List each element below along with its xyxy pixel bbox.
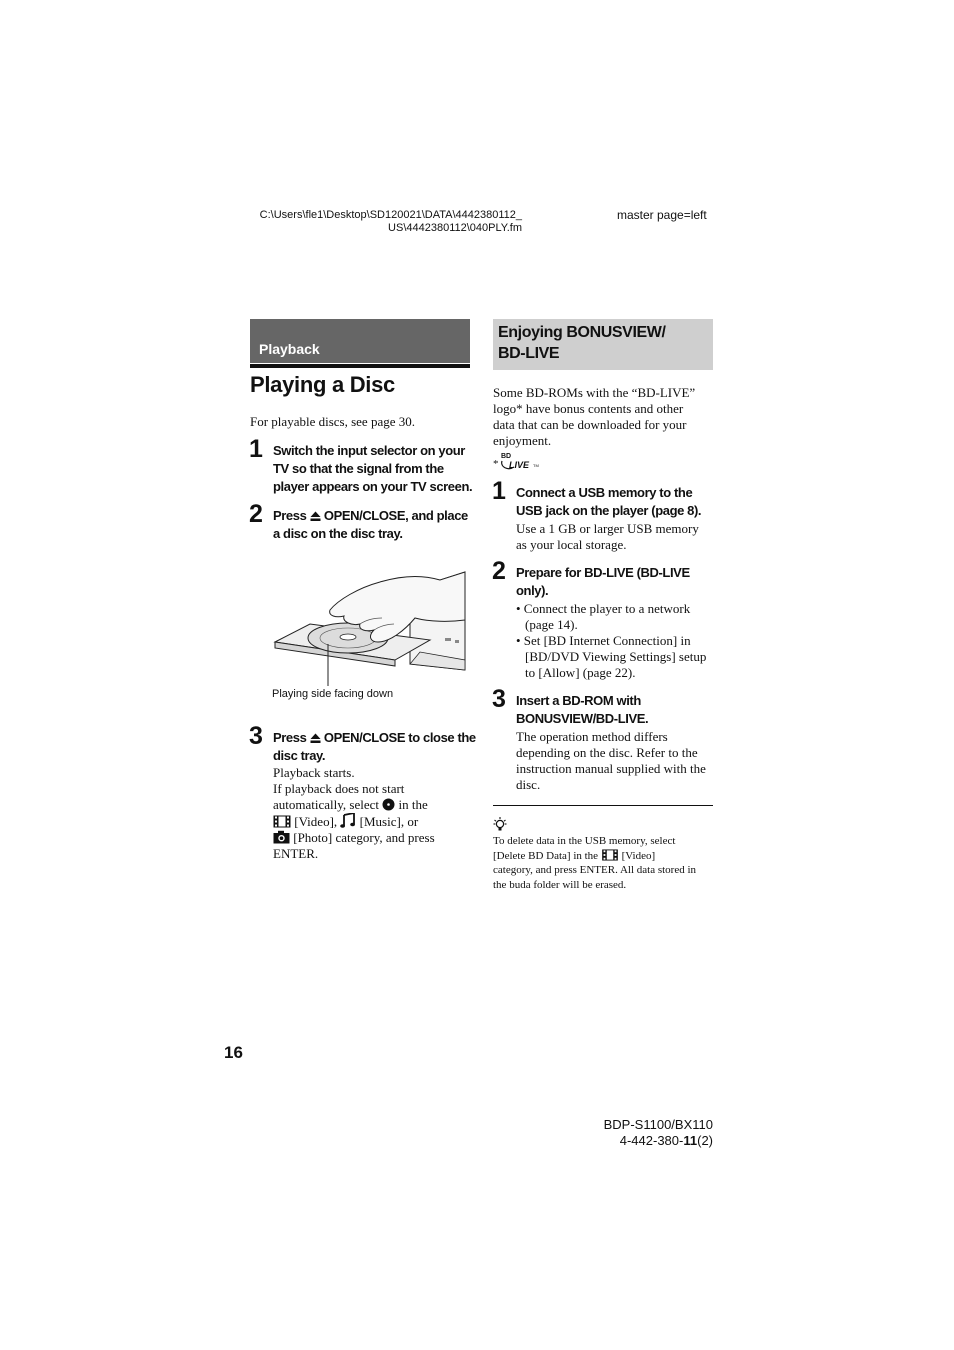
- right-step-3-body-line3: instruction manual supplied with the: [516, 761, 706, 776]
- step-2-line1: OPEN/CLOSE, and place: [323, 508, 468, 523]
- right-intro-line3: data that can be downloaded for your: [493, 417, 687, 432]
- logo-bd: BD: [501, 453, 512, 460]
- right-step-2-heading: [516, 564, 690, 600]
- step-3-number: 3: [249, 722, 263, 750]
- photo-icon: [273, 830, 290, 844]
- right-intro-line1: Some BD-ROMs with the “BD-LIVE”: [493, 385, 696, 400]
- step-1-number: 1: [249, 435, 263, 463]
- step-2-heading: [273, 507, 468, 543]
- logo-tm: TM: [533, 463, 539, 468]
- intro-text: For playable discs, see page 30.: [250, 414, 415, 429]
- right-step-1-line1: Connect a USB memory to the: [516, 485, 693, 500]
- tip-divider: [493, 805, 713, 806]
- master-page-label: master page=left: [617, 208, 707, 222]
- tip-line2a: [Delete BD Data] in the: [493, 849, 599, 862]
- right-step-2-line2: only).: [516, 583, 549, 598]
- tip-line2b: [Video]: [621, 849, 656, 862]
- page-number: 16: [224, 1043, 243, 1062]
- right-step-2-bullets: [516, 601, 716, 681]
- right-step-1-body-line2: as your local storage.: [516, 537, 627, 552]
- right-intro: [493, 385, 715, 449]
- step-1-line3: player appears on your TV screen.: [273, 479, 473, 494]
- step-3-body-line2: If playback does not start: [273, 781, 405, 796]
- figure-caption: Playing side facing down: [272, 688, 394, 700]
- eject-icon: [310, 511, 321, 522]
- tip-text: [493, 834, 715, 892]
- right-step-1-line2: USB jack on the player (page 8).: [516, 503, 702, 518]
- right-heading-line1: Enjoying BONUSVIEW/: [498, 324, 666, 341]
- right-heading-line2: BD-LIVE: [498, 345, 560, 362]
- step-3-music-label: [Music], or: [359, 814, 419, 829]
- hint-bulb-icon: [493, 816, 507, 832]
- step-2-line2: a disc on the disc tray.: [273, 526, 403, 541]
- step-1-line1: Switch the input selector on your: [273, 443, 465, 458]
- bullet-1-line2: (page 14).: [525, 617, 578, 632]
- part-code-pre: 4-442-380-: [619, 1133, 684, 1148]
- step-3-line2: disc tray.: [273, 748, 326, 763]
- right-intro-line4: enjoyment.: [493, 433, 552, 448]
- tip-line1: To delete data in the USB memory, select: [493, 835, 676, 847]
- music-icon: [340, 813, 356, 828]
- part-code-post: (2): [697, 1133, 713, 1148]
- right-step-3-line1: Insert a BD-ROM with: [516, 693, 641, 708]
- step-3-body-line1: Playback starts.: [273, 765, 355, 780]
- step-3-body-line3b: in the: [398, 797, 428, 812]
- disc-tray-illustration: [270, 560, 470, 690]
- eject-icon: [310, 733, 321, 744]
- right-step-1-number: 1: [492, 477, 506, 505]
- right-step-1-body-line1: Use a 1 GB or larger USB memory: [516, 521, 699, 536]
- video-icon: [273, 815, 291, 828]
- section-label: Playback: [259, 341, 320, 357]
- section-band: [250, 319, 470, 363]
- page-title: Playing a Disc: [250, 372, 395, 397]
- right-step-3-line2: BONUSVIEW/BD-LIVE.: [516, 711, 649, 726]
- right-heading-band: [493, 319, 713, 370]
- step-1-heading: [273, 442, 472, 496]
- step-3-heading: [273, 729, 476, 765]
- right-step-1-heading: [516, 484, 701, 520]
- right-intro-line2: logo* have bonus contents and other: [493, 401, 684, 416]
- model-info: [604, 1117, 713, 1149]
- step-3-video-label: [Video],: [294, 814, 338, 829]
- step-3-press: Press: [273, 730, 307, 745]
- bullet-2-line2: [BD/DVD Viewing Settings] setup: [525, 649, 707, 664]
- step-3-body-line6: ENTER.: [273, 846, 319, 861]
- file-path-line1: C:\Users\fle1\Desktop\SD120021\DATA\4442380112_: [259, 209, 522, 221]
- file-path-line2: US\4442380112\040PLY.fm: [388, 222, 522, 234]
- right-step-3-body-line1: The operation method differs: [516, 729, 668, 744]
- right-step-2-number: 2: [492, 557, 506, 585]
- logo-asterisk: *: [493, 458, 499, 470]
- bd-live-logo: [493, 453, 553, 475]
- step-1-line2: TV so that the signal from the: [273, 461, 444, 476]
- bullet-2-line1: • Set [BD Internet Connection] in: [516, 633, 691, 648]
- bullet-1-line1: • Connect the player to a network: [516, 601, 691, 616]
- part-code: [604, 1133, 713, 1149]
- bullet-2-line3: to [Allow] (page 22).: [525, 665, 636, 680]
- disc-icon: [382, 798, 395, 811]
- part-code-bold: 11: [683, 1133, 698, 1148]
- right-step-1-body: [516, 521, 716, 553]
- right-step-3-number: 3: [492, 685, 506, 713]
- tip-line4: the buda folder will be erased.: [493, 878, 627, 891]
- section-rule: [250, 364, 470, 368]
- model-number: BDP-S1100/BX110: [603, 1117, 713, 1132]
- right-step-2-line1: Prepare for BD-LIVE (BD-LIVE: [516, 565, 690, 580]
- step-3-body-line3a: automatically, select: [273, 797, 379, 812]
- step-3-body: [273, 765, 473, 862]
- right-step-3-body-line2: depending on the disc. Refer to the: [516, 745, 698, 760]
- step-2-press: Press: [273, 508, 307, 523]
- logo-live: LIVE: [509, 460, 530, 470]
- step-2-number: 2: [249, 500, 263, 528]
- file-path: [240, 209, 522, 235]
- right-step-3-body: [516, 729, 716, 793]
- step-3-line1: OPEN/CLOSE to close the: [323, 730, 476, 745]
- video-icon: [601, 849, 619, 861]
- right-step-3-heading: [516, 692, 648, 728]
- step-3-photo-label: [Photo] category, and press: [293, 830, 435, 845]
- tip-line3: category, and press ENTER. All data stored in: [493, 864, 697, 876]
- right-step-3-body-line4: disc.: [516, 777, 541, 792]
